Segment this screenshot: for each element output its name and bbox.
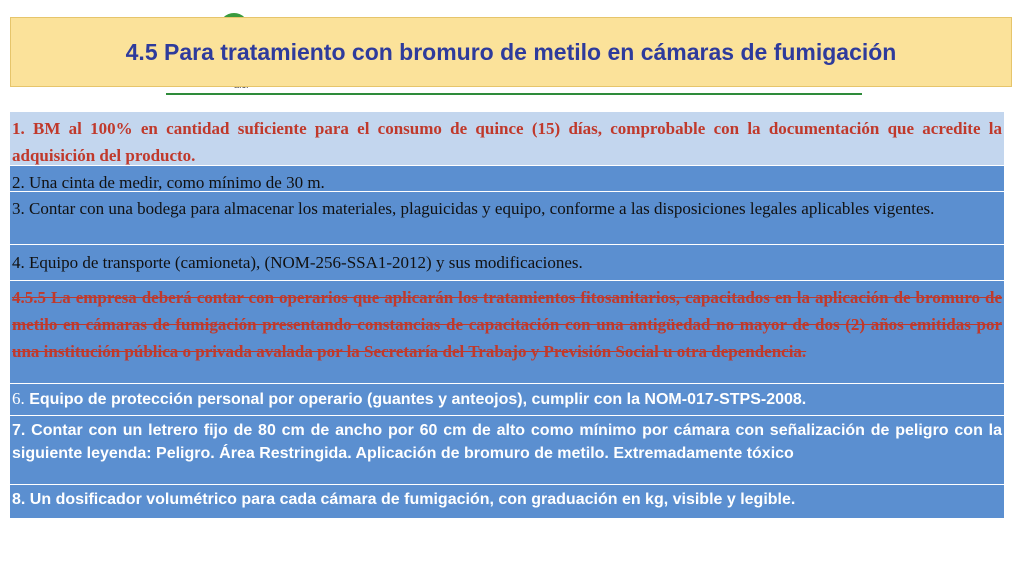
requirement-row-3: 3. Contar con una bodega para almacenar los materiales, plaguicidas y equipo, conforme a las disposiciones legales aplicables vigentes.	[10, 192, 1004, 245]
requirement-row-4: 4. Equipo de transporte (camioneta), (NOM-256-SSA1-2012) y sus modificaciones.	[10, 245, 1004, 281]
requirement-row-6	[10, 384, 1004, 416]
requirement-6-text: Equipo de protección personal por operario (guantes y anteojos), cumplir con la NOM-017-STPS-2008.	[29, 391, 807, 408]
requirements-table	[10, 112, 1004, 519]
requirement-row-1: 1. BM al 100% en cantidad suficiente para el consumo de quince (15) días, comprobable con la documentación que acredite la adquisición del producto.	[10, 112, 1004, 166]
requirement-row-2: 2. Una cinta de medir, como mínimo de 30 m.	[10, 166, 1004, 192]
requirement-6-number: 6.	[12, 389, 25, 408]
requirement-row-8: 8. Un dosificador volumétrico para cada cámara de fumigación, con graduación en kg, visible y legible.	[10, 485, 1004, 519]
slide-title: 4.5 Para tratamiento con bromuro de metilo en cámaras de fumigación	[125, 38, 897, 65]
requirement-row-7: 7. Contar con un letrero fijo de 80 cm de ancho por 60 cm de alto como mínimo por cámara con señalización de peligro con la siguiente leyenda: Peligro. Área Restringida. Aplicación de bromuro de metilo. Extremadamente tóxico	[10, 416, 1004, 485]
requirement-row-struck: 4.5.5 La empresa deberá contar con operarios que aplicarán los tratamientos fitosanitarios, capacitados en la aplicación de bromuro de metilo en cámaras de fumigación presentando constancias de capacitación con una antigüedad no mayor de dos (2) años emitidas por una institución pública o privada avalada por la Secretaría del Trabajo y Previsión Social u otra dependencia.	[10, 281, 1004, 384]
slide-title-banner	[10, 17, 1012, 87]
header-divider	[166, 93, 862, 95]
